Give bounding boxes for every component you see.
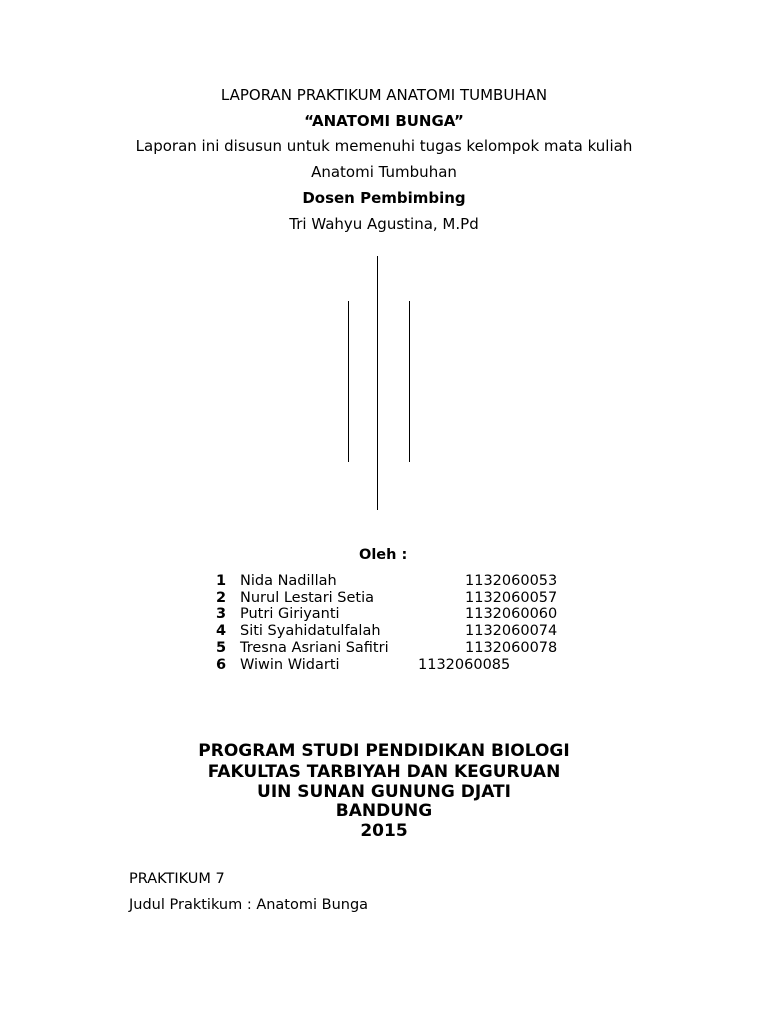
member-nim: 1132060053 (465, 573, 558, 589)
institution-year: 2015 (360, 821, 408, 841)
practicum-title: Judul Praktikum : Anatomi Bunga (129, 897, 369, 913)
right-divider-line (409, 301, 410, 462)
report-title: LAPORAN PRAKTIKUM ANATOMI TUMBUHAN (220, 86, 548, 104)
left-divider-line (348, 301, 349, 462)
member-number: 5 (216, 640, 227, 656)
member-number: 1 (216, 573, 227, 589)
member-name: Tresna Asriani Safitri (240, 640, 389, 656)
member-number: 3 (216, 606, 227, 622)
authors-label: Oleh : (359, 547, 408, 563)
member-name: Wiwin Widarti (240, 657, 340, 673)
center-divider-line (377, 256, 378, 510)
member-name: Siti Syahidatulfalah (240, 623, 381, 639)
member-name: Putri Giriyanti (240, 606, 340, 622)
member-nim: 1132060085 (418, 657, 511, 673)
member-name: Nurul Lestari Setia (240, 590, 375, 606)
institution-faculty: FAKULTAS TARBIYAH DAN KEGURUAN (207, 762, 561, 782)
member-number: 2 (216, 590, 227, 606)
member-name: Nida Nadillah (240, 573, 337, 589)
supervisor-label: Dosen Pembimbing (302, 189, 466, 207)
member-number: 4 (216, 623, 227, 639)
report-purpose-line1: Laporan ini disusun untuk memenuhi tugas kelompok mata kuliah (135, 137, 633, 155)
institution-program: PROGRAM STUDI PENDIDIKAN BIOLOGI (198, 741, 570, 761)
member-number: 6 (216, 657, 227, 673)
institution-city: BANDUNG (335, 801, 433, 821)
report-purpose-line2: Anatomi Tumbuhan (311, 163, 457, 181)
institution-university: UIN SUNAN GUNUNG DJATI (257, 782, 511, 802)
practicum-number: PRAKTIKUM 7 (129, 871, 225, 887)
member-nim: 1132060074 (465, 623, 558, 639)
member-nim: 1132060078 (465, 640, 558, 656)
report-topic: “ANATOMI BUNGA” (304, 112, 464, 130)
supervisor-name: Tri Wahyu Agustina, M.Pd (289, 215, 479, 233)
member-nim: 1132060057 (465, 590, 558, 606)
member-nim: 1132060060 (465, 606, 558, 622)
